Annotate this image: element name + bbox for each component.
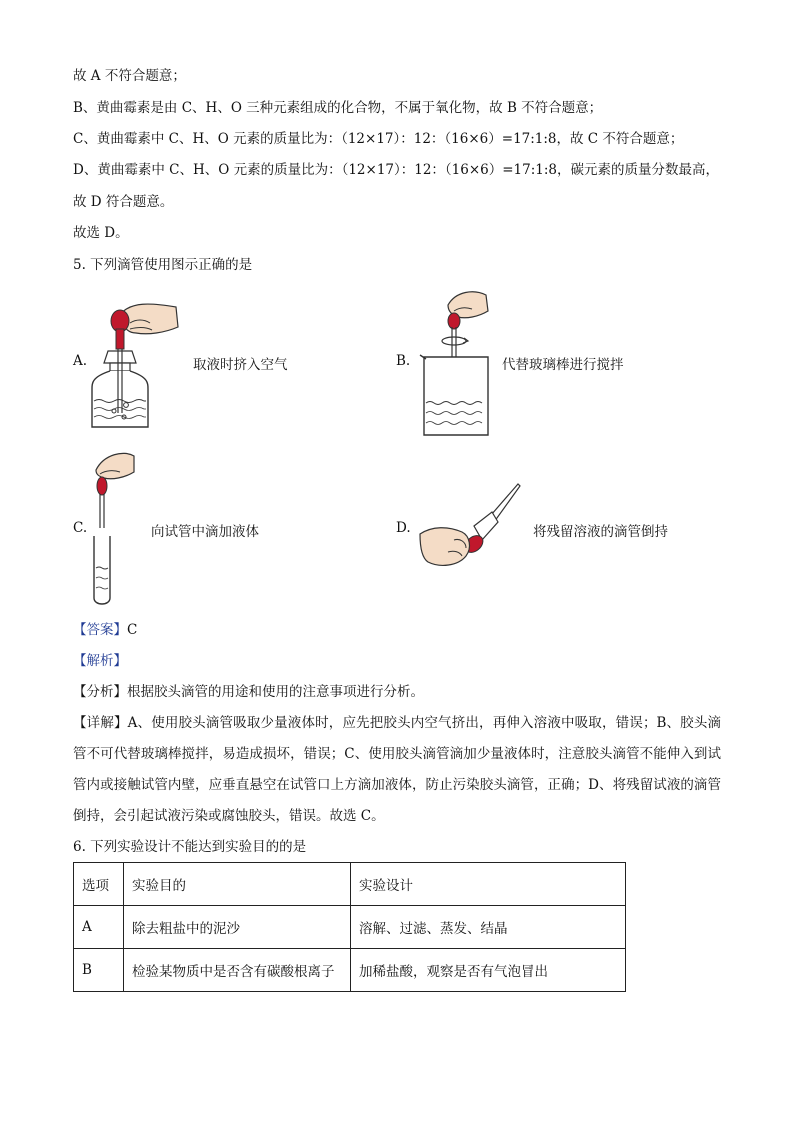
table-row: [74, 949, 626, 992]
table-cell: 除去粗盐中的泥沙: [124, 906, 351, 949]
text-line: D、黄曲霉素中 C、H、O 元素的质量比为：（12×17）：12：（16×6）=17:1:8，碳元素的质量分数最高，: [73, 162, 720, 178]
analysis-line: [73, 682, 424, 702]
option-c-text: 向试管中滴加液体: [151, 524, 259, 540]
option-b-text: 代替玻璃棒进行搅拌: [502, 357, 624, 373]
dropper-bottle-figure: [90, 293, 190, 433]
text-line: C、黄曲霉素中 C、H、O 元素的质量比为：（12×17）：12：（16×6）=17:1:8，故 C 不符合题意；: [73, 131, 684, 147]
inverted-dropper-figure: [418, 478, 523, 573]
option-d-letter: D.: [396, 520, 411, 536]
table-header-row: [74, 863, 626, 906]
table-cell: 加稀盐酸，观察是否有气泡冒出: [351, 949, 626, 992]
analysis-heading: 【解析】: [73, 653, 127, 669]
answer-tag: 【答案】: [73, 622, 127, 638]
beaker-stirring-figure: [418, 285, 498, 440]
option-d-text: 将残留溶液的滴管倒持: [533, 524, 668, 540]
text-line: 故 A 不符合题意；: [73, 68, 186, 84]
table-cell: B: [74, 949, 124, 992]
detail-text: A、使用胶头滴管吸取少量液体时，应先把胶头内空气挤出，再伸入溶液中吸取，错误；B、胶头滴管不可代替玻璃棒搅拌，易造成损坏，错误；C、使用胶头滴管滴加少量液体时，注意胶头滴管不能伸入到试管内或接触试管内壁，应垂直悬空在试管口上方滴加液体，防止污染胶头滴管，正确；D、将残留试液的滴管倒持，会引起试液污染或腐蚀胶头，错误。故选 C。: [73, 715, 722, 824]
table-header-cell: 实验设计: [351, 863, 626, 906]
detail-tag: 【详解】: [73, 715, 128, 731]
table-row: [74, 906, 626, 949]
answer-value: C: [127, 622, 138, 638]
analysis-tag: 【分析】: [73, 684, 127, 700]
text-line: 故选 D。: [73, 225, 129, 241]
question-6-stem: 6. 下列实验设计不能达到实验目的的是: [73, 839, 307, 855]
question-5-stem: 5. 下列滴管使用图示正确的是: [73, 257, 253, 273]
table-header-cell: 实验目的: [124, 863, 351, 906]
test-tube-dropping-figure: [88, 450, 138, 610]
table-cell: A: [74, 906, 124, 949]
table-cell: 溶解、过滤、蒸发、结晶: [351, 906, 626, 949]
answer-line: [73, 620, 137, 640]
option-b-letter: B.: [396, 353, 411, 369]
analysis-text: 根据胶头滴管的用途和使用的注意事项进行分析。: [127, 684, 424, 700]
option-a-letter: A.: [73, 353, 88, 369]
table-header-cell: 选项: [74, 863, 124, 906]
table-cell: 检验某物质中是否含有碳酸根离子: [124, 949, 351, 992]
text-line: B、黄曲霉素是由 C、H、O 三种元素组成的化合物，不属于氧化物，故 B 不符合题意；: [73, 100, 603, 116]
option-a-text: 取液时挤入空气: [193, 357, 288, 373]
option-c-letter: C.: [73, 520, 88, 536]
detail-paragraph: [73, 708, 721, 832]
experiment-table: [73, 862, 626, 992]
text-line: 故 D 符合题意。: [73, 194, 174, 210]
